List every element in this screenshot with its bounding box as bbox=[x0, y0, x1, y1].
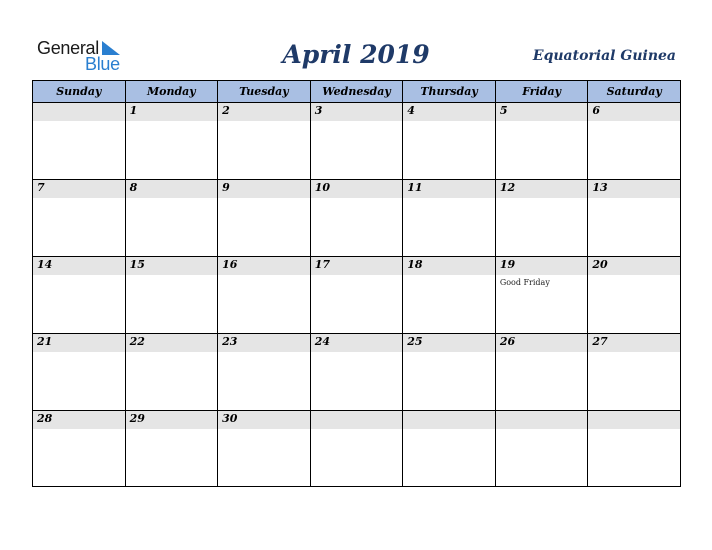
day-cell bbox=[310, 257, 403, 334]
day-cell bbox=[310, 103, 403, 180]
day-number: 27 bbox=[588, 334, 680, 352]
day-number: 30 bbox=[218, 411, 310, 429]
weekday-thursday: Thursday bbox=[403, 81, 496, 103]
week-row bbox=[33, 103, 681, 180]
day-number: 11 bbox=[403, 180, 495, 198]
day-cell bbox=[33, 180, 126, 257]
calendar-title: April 2019 bbox=[282, 40, 430, 69]
day-cell bbox=[403, 180, 496, 257]
day-number: 1 bbox=[126, 103, 218, 121]
day-number: 25 bbox=[403, 334, 495, 352]
day-number: 3 bbox=[311, 103, 403, 121]
day-number bbox=[311, 411, 403, 429]
day-number: 29 bbox=[126, 411, 218, 429]
day-number: 13 bbox=[588, 180, 680, 198]
day-number bbox=[33, 103, 125, 121]
day-cell bbox=[310, 411, 403, 487]
day-number bbox=[496, 411, 588, 429]
day-cell bbox=[310, 334, 403, 411]
day-cell bbox=[495, 180, 588, 257]
day-number: 6 bbox=[588, 103, 680, 121]
day-number bbox=[403, 411, 495, 429]
day-cell bbox=[588, 257, 681, 334]
day-number: 18 bbox=[403, 257, 495, 275]
day-cell bbox=[403, 103, 496, 180]
day-cell bbox=[218, 180, 311, 257]
day-cell bbox=[125, 411, 218, 487]
day-cell bbox=[588, 334, 681, 411]
holiday-label: Good Friday bbox=[499, 278, 550, 287]
day-number: 17 bbox=[311, 257, 403, 275]
day-cell bbox=[495, 103, 588, 180]
day-cell bbox=[125, 103, 218, 180]
day-number bbox=[588, 411, 680, 429]
day-number: 19 bbox=[496, 257, 588, 275]
day-cell bbox=[495, 411, 588, 487]
day-number: 8 bbox=[126, 180, 218, 198]
day-cell bbox=[588, 103, 681, 180]
day-number: 4 bbox=[403, 103, 495, 121]
weekday-saturday: Saturday bbox=[588, 81, 681, 103]
day-cell bbox=[310, 180, 403, 257]
weekday-friday: Friday bbox=[495, 81, 588, 103]
day-number: 9 bbox=[218, 180, 310, 198]
day-cell bbox=[403, 411, 496, 487]
weekday-tuesday: Tuesday bbox=[218, 81, 311, 103]
day-number: 21 bbox=[33, 334, 125, 352]
day-cell bbox=[495, 257, 588, 334]
week-row bbox=[33, 334, 681, 411]
week-row bbox=[33, 180, 681, 257]
day-cell bbox=[125, 257, 218, 334]
day-number: 22 bbox=[126, 334, 218, 352]
day-number: 16 bbox=[218, 257, 310, 275]
day-cell bbox=[403, 334, 496, 411]
weekday-header-row bbox=[33, 81, 681, 103]
weekday-wednesday: Wednesday bbox=[310, 81, 403, 103]
day-number: 15 bbox=[126, 257, 218, 275]
weekday-sunday: Sunday bbox=[33, 81, 126, 103]
day-number: 24 bbox=[311, 334, 403, 352]
month-calendar bbox=[32, 80, 681, 487]
day-number: 28 bbox=[33, 411, 125, 429]
day-cell bbox=[218, 103, 311, 180]
day-cell bbox=[403, 257, 496, 334]
day-cell bbox=[33, 411, 126, 487]
day-number: 10 bbox=[311, 180, 403, 198]
day-cell bbox=[495, 334, 588, 411]
day-number: 7 bbox=[33, 180, 125, 198]
day-cell bbox=[33, 103, 126, 180]
country-name: Equatorial Guinea bbox=[532, 48, 676, 64]
day-cell bbox=[588, 180, 681, 257]
day-cell bbox=[218, 334, 311, 411]
day-number: 20 bbox=[588, 257, 680, 275]
generalblue-logo bbox=[37, 38, 127, 74]
calendar-body bbox=[33, 103, 681, 487]
day-number: 5 bbox=[496, 103, 588, 121]
day-cell bbox=[218, 257, 311, 334]
weekday-monday: Monday bbox=[125, 81, 218, 103]
day-number: 14 bbox=[33, 257, 125, 275]
day-number: 2 bbox=[218, 103, 310, 121]
day-cell bbox=[33, 257, 126, 334]
week-row bbox=[33, 257, 681, 334]
logo-text-blue: Blue bbox=[85, 54, 120, 74]
day-cell bbox=[33, 334, 126, 411]
day-cell bbox=[125, 334, 218, 411]
week-row bbox=[33, 411, 681, 487]
day-cell bbox=[218, 411, 311, 487]
day-cell bbox=[125, 180, 218, 257]
day-number: 23 bbox=[218, 334, 310, 352]
day-number: 26 bbox=[496, 334, 588, 352]
logo-text-general: General bbox=[37, 38, 99, 58]
day-cell bbox=[588, 411, 681, 487]
day-number: 12 bbox=[496, 180, 588, 198]
